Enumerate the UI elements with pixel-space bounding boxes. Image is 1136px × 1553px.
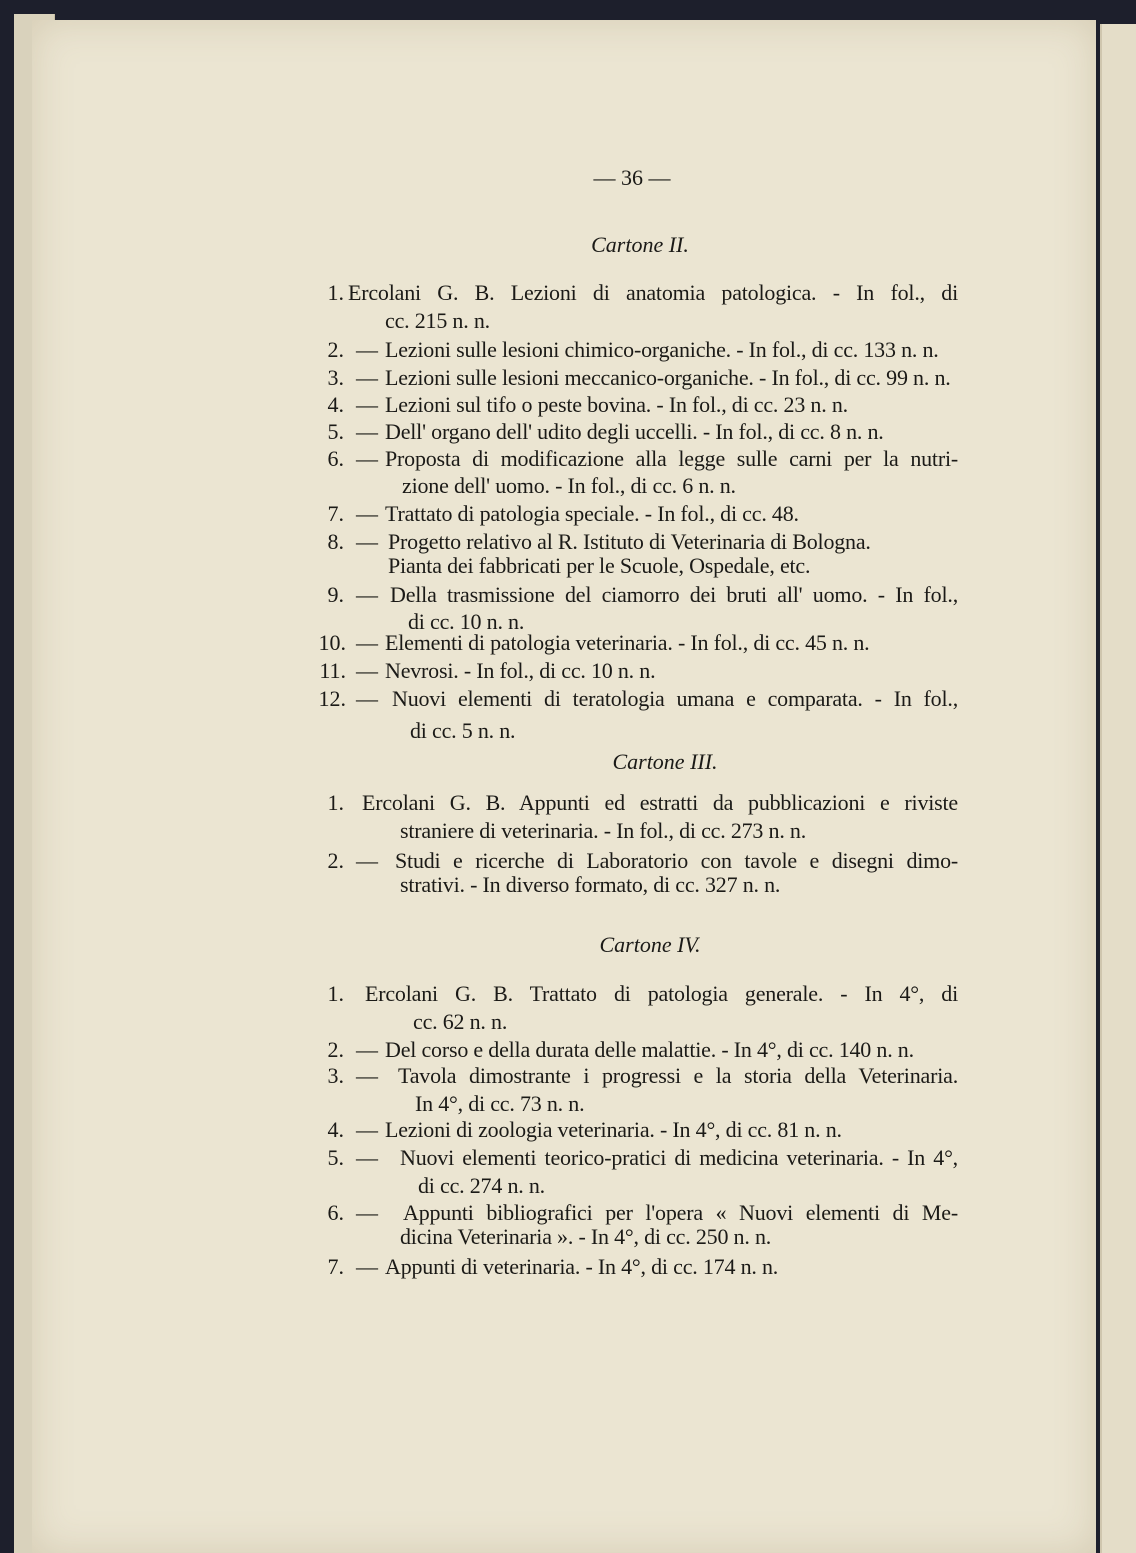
item-text-continuation: di cc. 10 n. n. bbox=[408, 609, 525, 634]
item-dash: — bbox=[356, 658, 378, 683]
section-title: Cartone II. bbox=[591, 232, 689, 257]
item-text: Lezioni sul tifo o peste bovina. - In fol., di cc. 23 n. n. bbox=[385, 392, 848, 417]
item-text-continuation: strativi. - In diverso formato, di cc. 327 n. n. bbox=[400, 872, 781, 897]
item-dash: — bbox=[356, 1145, 378, 1170]
section-title: Cartone IV. bbox=[599, 932, 701, 957]
item-text: Tavola dimostrante i progressi e la storia della Veterinaria. bbox=[398, 1063, 958, 1088]
item-text: Dell' organo dell' udito degli uccelli. - In fol., di cc. 8 n. n. bbox=[385, 419, 884, 444]
item-text: Ercolani G. B. Appunti ed estratti da pubblicazioni e riviste bbox=[362, 790, 958, 815]
item-text-continuation: Pianta dei fabbricati per le Scuole, Ospedale, etc. bbox=[388, 553, 811, 578]
item-text: Appunti di veterinaria. - In 4°, di cc. 174 n. n. bbox=[385, 1254, 779, 1279]
adjacent-page-edge bbox=[1100, 24, 1136, 1553]
item-text: Nuovi elementi di teratologia umana e comparata. - In fol., bbox=[392, 686, 958, 711]
item-number: 2. bbox=[327, 848, 344, 873]
item-dash: — bbox=[356, 365, 378, 390]
item-text-continuation: straniere di veterinaria. - In fol., di cc. 273 n. n. bbox=[400, 818, 807, 843]
item-dash: — bbox=[356, 630, 378, 655]
item-text-continuation: di cc. 274 n. n. bbox=[418, 1173, 545, 1198]
item-number: 1. bbox=[327, 790, 344, 815]
item-number: 4. bbox=[327, 1117, 344, 1142]
item-dash: — bbox=[356, 1200, 378, 1225]
item-text-continuation: zione dell' uomo. - In fol., di cc. 6 n. n. bbox=[402, 473, 736, 498]
item-number: 3. bbox=[327, 365, 344, 390]
item-text-continuation: cc. 62 n. n. bbox=[413, 1009, 508, 1034]
item-text: Lezioni sulle lesioni chimico-organiche. - In fol., di cc. 133 n. n. bbox=[385, 337, 939, 362]
item-number: 2. bbox=[327, 337, 344, 362]
item-text: Trattato di patologia speciale. - In fol., di cc. 48. bbox=[385, 501, 799, 526]
item-dash: — bbox=[356, 1117, 378, 1142]
item-text: Del corso e della durata delle malattie. - In 4°, di cc. 140 n. n. bbox=[385, 1037, 914, 1062]
item-text: Elementi di patologia veterinaria. - In fol., di cc. 45 n. n. bbox=[385, 630, 870, 655]
item-dash: — bbox=[356, 529, 378, 554]
item-number: 4. bbox=[327, 392, 344, 417]
item-number: 8. bbox=[327, 529, 344, 554]
item-number: 11. bbox=[319, 658, 346, 683]
item-number: 12. bbox=[318, 686, 346, 711]
item-dash: — bbox=[356, 1254, 378, 1279]
item-text: Nuovi elementi teorico-pratici di medicina veterinaria. - In 4°, bbox=[400, 1145, 958, 1170]
item-number: 1. bbox=[327, 981, 344, 1006]
item-text: Nevrosi. - In fol., di cc. 10 n. n. bbox=[385, 658, 656, 683]
item-number: 7. bbox=[327, 1254, 344, 1279]
item-number: 6. bbox=[327, 1200, 344, 1225]
item-dash: — bbox=[356, 419, 378, 444]
item-dash: — bbox=[356, 392, 378, 417]
item-number: 2. bbox=[327, 1037, 344, 1062]
item-dash: — bbox=[356, 848, 378, 873]
item-dash: — bbox=[356, 1063, 378, 1088]
item-text: Della trasmissione del ciamorro dei bruti all' uomo. - In fol., bbox=[390, 582, 958, 607]
item-dash: — bbox=[356, 1037, 378, 1062]
item-number: 7. bbox=[327, 501, 344, 526]
section-title: Cartone III. bbox=[612, 749, 718, 774]
item-text-continuation: cc. 215 n. n. bbox=[385, 308, 490, 333]
item-text: Lezioni sulle lesioni meccanico-organiche. - In fol., di cc. 99 n. n. bbox=[385, 365, 951, 390]
item-dash: — bbox=[356, 686, 378, 711]
item-dash: — bbox=[356, 337, 378, 362]
item-text: Ercolani G. B. Lezioni di anatomia patologica. - In fol., di bbox=[348, 280, 958, 305]
item-text: Proposta di modificazione alla legge sulle carni per la nutri- bbox=[385, 446, 958, 471]
item-dash: — bbox=[356, 446, 378, 471]
item-text: Appunti bibliografici per l'opera « Nuovi elementi di Me- bbox=[403, 1200, 958, 1225]
item-text: Lezioni di zoologia veterinaria. - In 4°, di cc. 81 n. n. bbox=[385, 1117, 842, 1142]
item-dash: — bbox=[356, 582, 378, 607]
item-text-continuation: dicina Veterinaria ». - In 4°, di cc. 250 n. n. bbox=[400, 1224, 772, 1249]
item-text: Progetto relativo al R. Istituto di Veterinaria di Bologna. bbox=[388, 529, 871, 554]
item-number: 6. bbox=[327, 446, 344, 471]
item-number: 9. bbox=[327, 582, 344, 607]
page-number: — 36 — bbox=[593, 165, 671, 190]
item-text: Studi e ricerche di Laboratorio con tavole e disegni dimo- bbox=[395, 848, 958, 873]
book-page bbox=[32, 20, 1096, 1553]
item-number: 5. bbox=[327, 1145, 344, 1170]
item-number: 5. bbox=[327, 419, 344, 444]
item-text-continuation: In 4°, di cc. 73 n. n. bbox=[415, 1091, 585, 1116]
item-number: 3. bbox=[327, 1063, 344, 1088]
item-text: Ercolani G. B. Trattato di patologia generale. - In 4°, di bbox=[365, 981, 958, 1006]
item-number: 1. bbox=[327, 280, 344, 305]
item-text-continuation: di cc. 5 n. n. bbox=[410, 718, 516, 743]
item-number: 10. bbox=[318, 630, 346, 655]
item-dash: — bbox=[356, 501, 378, 526]
